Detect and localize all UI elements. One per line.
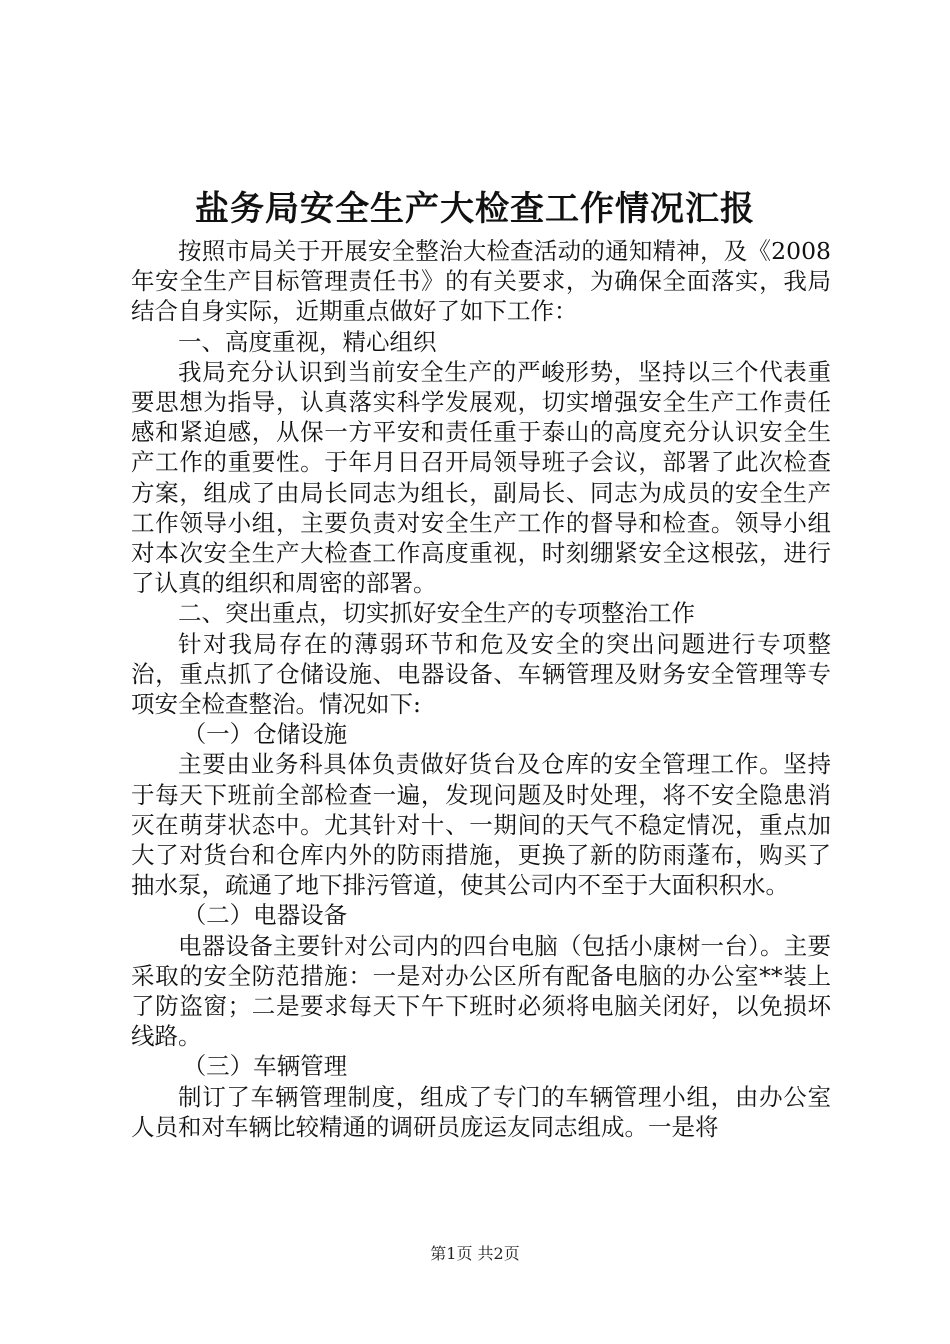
vehicles-paragraph: 制订了车辆管理制度，组成了专门的车辆管理小组，由办公室人员和对车辆比较精通的调研员庞运友同志组成。一是将 xyxy=(131,1082,831,1141)
electrical-paragraph: 电器设备主要针对公司内的四台电脑（包括小康树一台）。主要采取的安全防范措施：一是对办公区所有配备电脑的办公室**装上了防盗窗；二是要求每天下午下班时必须将电脑关闭好，以免损坏线路。 xyxy=(131,931,831,1051)
intro-paragraph: 按照市局关于开展安全整治大检查活动的通知精神，及《2008年安全生产目标管理责任书》的有关要求，为确保全面落实，我局结合自身实际，近期重点做好了如下工作： xyxy=(131,237,831,326)
section-2-paragraph: 针对我局存在的薄弱环节和危及安全的突出问题进行专项整治，重点抓了仓储设施、电器设备、车辆管理及财务安全管理等专项安全检查整治。情况如下: xyxy=(131,629,831,719)
document-body xyxy=(131,236,831,1142)
section-heading-2: 二、突出重点，切实抓好安全生产的专项整治工作 xyxy=(178,599,695,628)
subsection-heading-electrical: （二）电器设备 xyxy=(182,901,348,930)
subsection-heading-storage: （一）仓储设施 xyxy=(182,720,348,749)
subsection-heading-vehicles: （三）车辆管理 xyxy=(182,1052,348,1081)
document-title: 盐务局安全生产大检查工作情况汇报 xyxy=(195,189,755,229)
section-1-paragraph: 我局充分认识到当前安全生产的严峻形势，坚持以三个代表重要思想为指导，认真落实科学发展观，切实增强安全生产工作责任感和紧迫感，从保一方平安和责任重于泰山的高度充分认识安全生产工作的重要性。于年月日召开局领导班子会议，部署了此次检查方案，组成了由局长同志为组长，副局长、同志为成员的安全生产工作领导小组，主要负责对安全生产工作的督导和检查。领导小组对本次安全生产大检查工作高度重视，时刻绷紧安全这根弦，进行了认真的组织和周密的部署。 xyxy=(131,357,831,598)
section-heading-1: 一、高度重视，精心组织 xyxy=(178,327,437,356)
page-footer: 第1页 共2页 xyxy=(430,1244,520,1263)
storage-paragraph: 主要由业务科具体负责做好货台及仓库的安全管理工作。坚持于每天下班前全部检查一遍，发现问题及时处理，将不安全隐患消灭在萌芽状态中。尤其针对十、一期间的天气不稳定情况，重点加大了对货台和仓库内外的防雨措施，更换了新的防雨蓬布，购买了抽水泵，疏通了地下排污管道，使其公司内不至于大面积积水。 xyxy=(131,750,831,900)
